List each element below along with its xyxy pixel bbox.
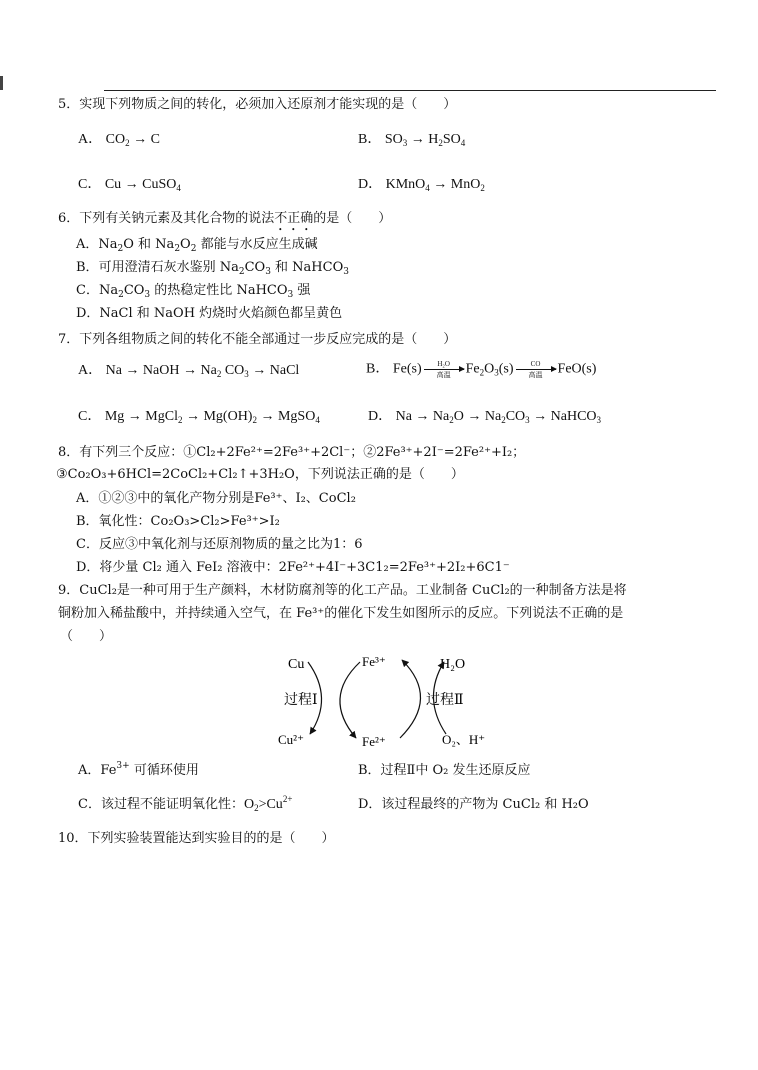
q8-option-a: A．①②③中的氧化产物分别是Fe³⁺、I₂、CoCl₂ bbox=[76, 491, 356, 506]
q5-option-b: B． $SO_3 \to H_2SO_4$ bbox=[358, 132, 466, 148]
q8-option-d: D．将少量 Cl₂ 通入 FeI₂ 溶液中：2Fe²⁺+4I⁻+3C1₂=2Fe³⁺+2I₂+6C1⁻ bbox=[76, 560, 510, 575]
q8-option-c: C．反应③中氧化剂与还原剂物质的量之比为1：6 bbox=[76, 537, 363, 552]
arrow-fe2-to-fe3 bbox=[400, 660, 421, 738]
label-o2-h: O₂、H⁺ bbox=[442, 732, 486, 747]
label-cu2: Cu²⁺ bbox=[278, 732, 304, 747]
q9-option-a: A．$Fe^{3+}$ 可循环使用 bbox=[78, 761, 199, 778]
q6-option-d: D．NaCl 和 NaOH 灼烧时火焰颜色都呈黄色 bbox=[76, 306, 343, 321]
label-process-1: 过程Ⅰ bbox=[284, 693, 318, 708]
q5-option-d: D． KMnO$_4$ → MnO$_2$ bbox=[358, 177, 485, 193]
q7-option-b: B． Fe(s) H₂O 高温 $Fe_2O_3(s)$ CO 高温 FeO(s) bbox=[366, 360, 597, 379]
label-h2o: H₂O bbox=[440, 657, 466, 672]
catalytic-cycle-diagram bbox=[268, 648, 488, 754]
q7-option-d: D． $Na \to Na_2O \to Na_2CO_3$ → NaHCO$_3$ bbox=[368, 409, 602, 425]
q8-stem-line2: ③Co₂O₃+6HCl=2CoCl₂+Cl₂↑+3H₂O，下列说法正确的是（ ） bbox=[56, 467, 464, 482]
q6-option-c: C．$Na_2CO_3$ 的热稳定性比 NaHCO$_3$ 强 bbox=[76, 283, 311, 300]
label-process-2: 过程Ⅱ bbox=[426, 693, 464, 708]
q9-stem-line2: 铜粉加入稀盐酸中，并持续通入空气，在 Fe³⁺的催化下发生如图所示的反应。下列说法不正确的是 bbox=[58, 606, 624, 621]
q9-stem-line1: 9．CuCl₂是一种可用于生产颜料，木材防腐剂等的化工产品。工业制备 CuCl₂的一种制备方法是将 bbox=[58, 583, 627, 598]
q6-option-b: B．可用澄清石灰水鉴别 $Na_2CO_3$ 和 NaHCO$_3$ bbox=[76, 260, 349, 277]
q6-stem: 6．下列有关钠元素及其化合物的说法不正确的是（ ） bbox=[58, 211, 392, 226]
q9-stem-line3: （ ） bbox=[60, 629, 113, 644]
q5-option-c: C． Cu → CuSO$_4$ bbox=[78, 177, 181, 193]
label-fe3: Fe³⁺ bbox=[362, 654, 386, 669]
header-rule bbox=[104, 90, 716, 91]
arrow-fe3-to-fe2 bbox=[340, 662, 360, 738]
q9-option-c: C．该过程不能证明氧化性：$O_2>Cu^{2+}$ bbox=[78, 794, 293, 813]
q10-stem: 10．下列实验装置能达到实验目的的是（ ） bbox=[58, 831, 335, 846]
page-edge-mark bbox=[0, 76, 3, 90]
q9-option-d: D．该过程最终的产物为 CuCl₂ 和 H₂O bbox=[358, 797, 589, 812]
q6-option-a: A．$Na_2O$ 和 $Na_2O_2$ 都能与水反应生成碱 bbox=[76, 237, 318, 254]
label-fe2: Fe²⁺ bbox=[362, 734, 386, 749]
q8-option-b: B．氧化性：Co₂O₃>Cl₂>Fe³⁺>I₂ bbox=[76, 514, 280, 529]
label-cu: Cu bbox=[288, 657, 305, 672]
q5-stem: 5．实现下列物质之间的转化，必须加入还原剂才能实现的是（ ） bbox=[58, 97, 457, 112]
q8-stem-line1: 8．有下列三个反应：①Cl₂+2Fe²⁺=2Fe³⁺+2Cl⁻；②2Fe³⁺+2I⁻=2Fe²⁺+I₂； bbox=[58, 445, 526, 460]
q7-option-c: C． Mg → MgCl$_2$ → $Mg(OH)_2$ → MgSO$_4$ bbox=[78, 409, 320, 425]
q7-option-a: A． Na → NaOH → $Na_2$ $CO_3$ → NaCl bbox=[78, 363, 300, 379]
q9-option-b: B．过程Ⅱ中 O₂ 发生还原反应 bbox=[358, 763, 531, 778]
q7-stem: 7．下列各组物质之间的转化不能全部通过一步反应完成的是（ ） bbox=[58, 332, 457, 347]
q5-option-a: A． $CO_2 \to C$ bbox=[78, 132, 160, 148]
